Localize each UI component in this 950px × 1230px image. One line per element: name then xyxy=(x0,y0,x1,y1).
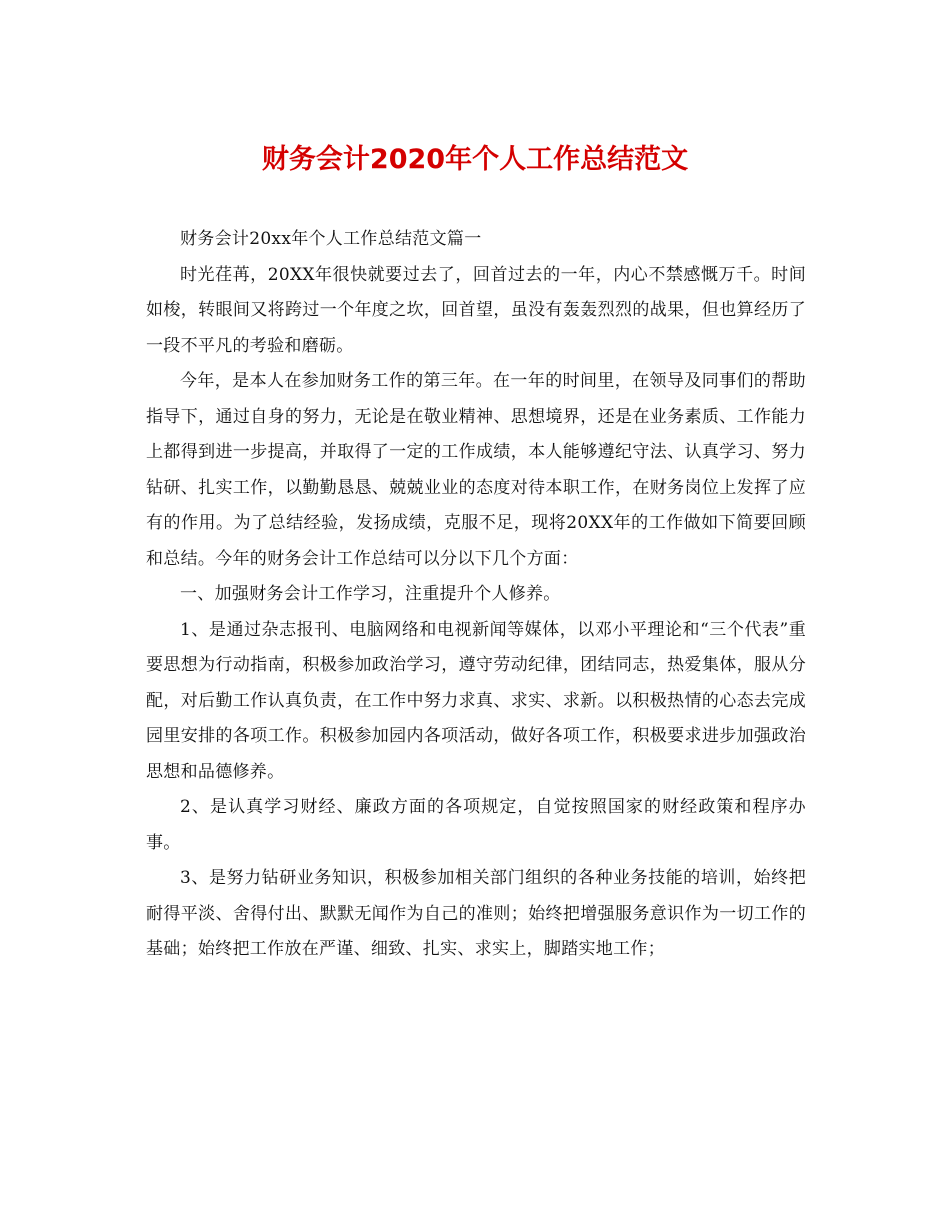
paragraph-overview: 今年，是本人在参加财务工作的第三年。在一年的时间里，在领导及同事们的帮助指导下，通过自身的努力，无论是在敬业精神、思想境界，还是在业务素质、工作能力上都得到进一步提高，并取得了一定的工作成绩，本人能够遵纪守法、认真学习、努力钻研、扎实工作，以勤勤恳恳、兢兢业业的态度对待本职工作，在财务岗位上发挥了应有的作用。为了总结经验，发扬成绩，克服不足，现将20XX年的工作做如下简要回顾和总结。今年的财务会计工作总结可以分以下几个方面： xyxy=(146,371,806,569)
section-heading-1: 一、加强财务会计工作学习，注重提升个人修养。 xyxy=(180,584,561,604)
document-title: 财务会计2020年个人工作总结范文 xyxy=(261,144,689,175)
document-body xyxy=(146,222,806,968)
paragraph-item-1: 1、是通过杂志报刊、电脑网络和电视新闻等媒体，以邓小平理论和“三个代表”重要思想为行动指南，积极参加政治学习，遵守劳动纪律，团结同志，热爱集体，服从分配，对后勤工作认真负责，在工作中努力求真、求实、求新。以积极热情的心态去完成园里安排的各项工作。积极参加园内各项活动，做好各项工作，积极要求进步加强政治思想和品德修养。 xyxy=(146,619,806,782)
paragraph-intro: 时光荏苒，20XX年很快就要过去了，回首过去的一年，内心不禁感慨万千。时间如梭，转眼间又将跨过一个年度之坎，回首望，虽没有轰轰烈烈的战果，但也算经历了一段不平凡的考验和磨砺。 xyxy=(146,264,806,356)
paragraph-heading: 财务会计20xx年个人工作总结范文篇一 xyxy=(180,229,482,249)
paragraph-item-2: 2、是认真学习财经、廉政方面的各项规定，自觉按照国家的财经政策和程序办事。 xyxy=(146,797,806,853)
paragraph-item-3: 3、是努力钻研业务知识，积极参加相关部门组织的各种业务技能的培训，始终把耐得平淡、舍得付出、默默无闻作为自己的准则；始终把增强服务意识作为一切工作的基础；始终把工作放在严谨、细致、扎实、求实上，脚踏实地工作； xyxy=(146,868,806,959)
